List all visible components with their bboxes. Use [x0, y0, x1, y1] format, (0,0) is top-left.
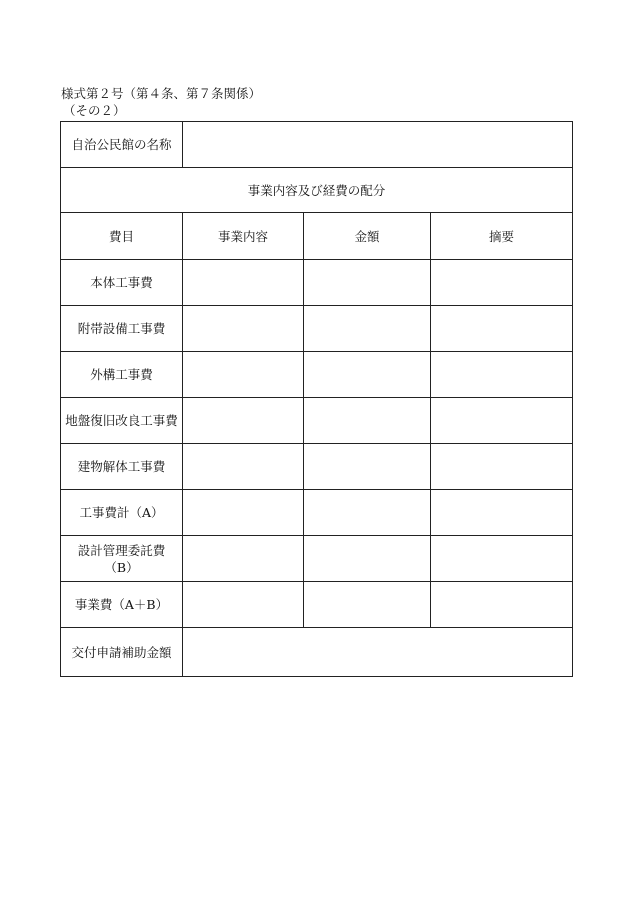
content-cell[interactable] [183, 582, 304, 628]
amount-cell[interactable] [304, 306, 431, 352]
remarks-cell[interactable] [431, 444, 573, 490]
amount-cell[interactable] [304, 444, 431, 490]
table-row [61, 444, 573, 490]
expense-allocation-table [60, 121, 573, 677]
section-heading-row [61, 168, 573, 213]
remarks-cell[interactable] [431, 582, 573, 628]
remarks-cell[interactable] [431, 536, 573, 582]
grant-row [61, 628, 573, 677]
remarks-cell[interactable] [431, 260, 573, 306]
column-header-amount: 金額 [304, 213, 431, 260]
content-cell[interactable] [183, 352, 304, 398]
table-row [61, 306, 573, 352]
table-row [61, 398, 573, 444]
table-row [61, 490, 573, 536]
table-row [61, 352, 573, 398]
amount-cell[interactable] [304, 490, 431, 536]
form-title: 様式第２号（第４条、第７条関係） [61, 86, 262, 101]
amount-cell[interactable] [304, 260, 431, 306]
content-cell[interactable] [183, 490, 304, 536]
content-cell[interactable] [183, 444, 304, 490]
amount-cell[interactable] [304, 398, 431, 444]
section-heading: 事業内容及び経費の配分 [61, 168, 573, 213]
grant-value-cell[interactable] [183, 628, 573, 677]
grant-label: 交付申請補助金額 [61, 628, 183, 677]
row-label: 本体工事費 [61, 260, 183, 306]
row-label: 工事費計（A） [61, 490, 183, 536]
content-cell[interactable] [183, 398, 304, 444]
table-row [61, 536, 573, 582]
column-header-content: 事業内容 [183, 213, 304, 260]
name-value-cell[interactable] [183, 122, 573, 168]
remarks-cell[interactable] [431, 306, 573, 352]
row-label: 外構工事費 [61, 352, 183, 398]
name-row [61, 122, 573, 168]
remarks-cell[interactable] [431, 398, 573, 444]
name-label: 自治公民館の名称 [61, 122, 183, 168]
row-label: 事業費（A＋B） [61, 582, 183, 628]
row-label: 附帯設備工事費 [61, 306, 183, 352]
remarks-cell[interactable] [431, 352, 573, 398]
remarks-cell[interactable] [431, 490, 573, 536]
table-row [61, 582, 573, 628]
row-label: 設計管理委託費（B） [61, 536, 183, 582]
amount-cell[interactable] [304, 536, 431, 582]
row-label: 建物解体工事費 [61, 444, 183, 490]
column-header-item: 費目 [61, 213, 183, 260]
amount-cell[interactable] [304, 582, 431, 628]
row-label: 地盤復旧改良工事費 [61, 398, 183, 444]
amount-cell[interactable] [304, 352, 431, 398]
column-header-row [61, 213, 573, 260]
content-cell[interactable] [183, 306, 304, 352]
form-subtitle: （その２） [63, 103, 126, 118]
column-header-remarks: 摘要 [431, 213, 573, 260]
table-row [61, 260, 573, 306]
content-cell[interactable] [183, 536, 304, 582]
content-cell[interactable] [183, 260, 304, 306]
